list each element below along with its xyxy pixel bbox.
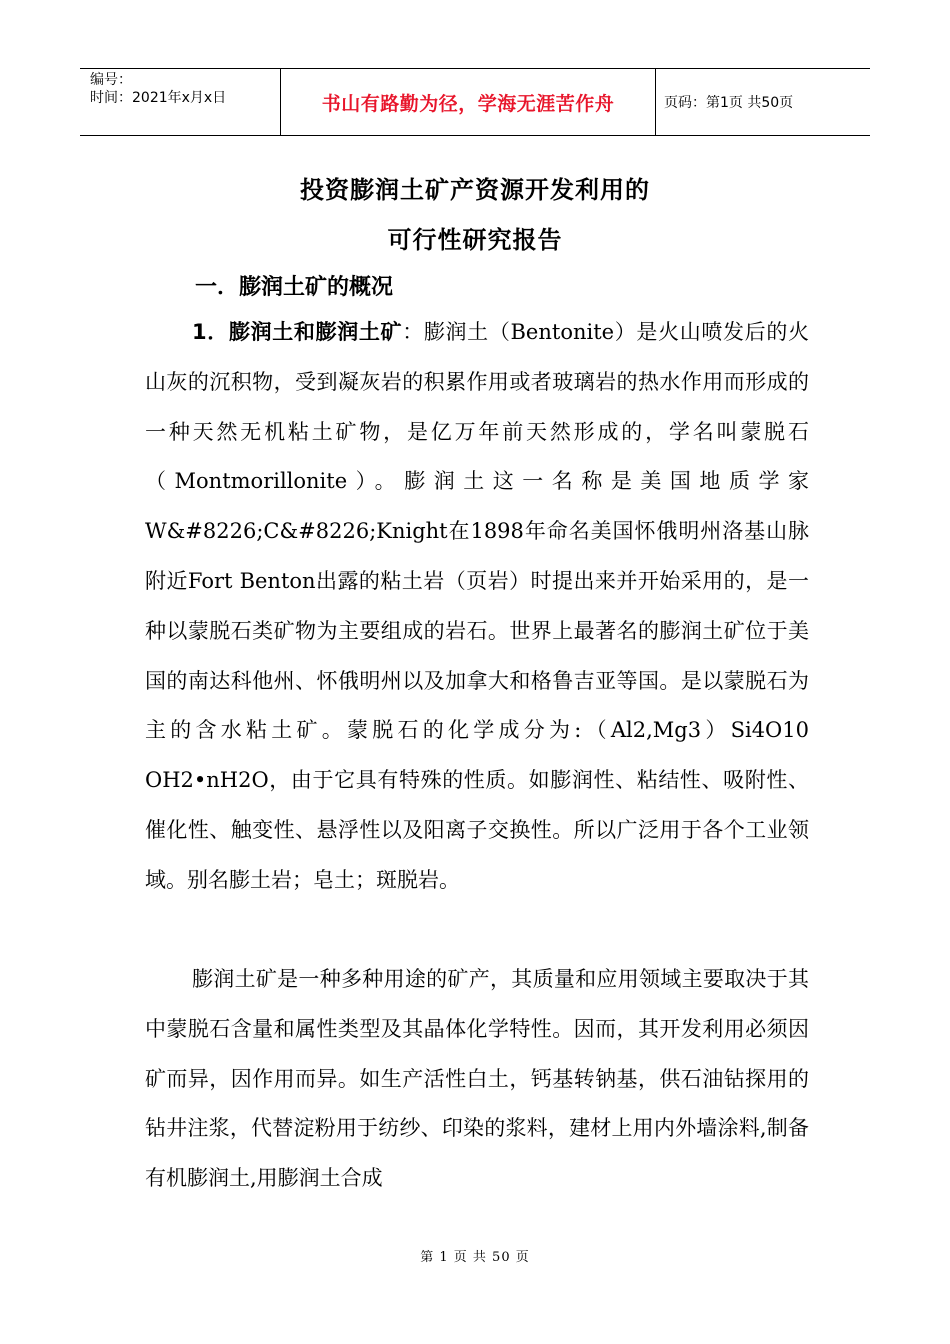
section-heading: 一．膨润土矿的概况	[195, 275, 394, 300]
document-header	[80, 68, 870, 136]
document-number-label: 编号：	[90, 72, 132, 88]
paragraph-1	[145, 308, 809, 906]
document-title-line1: 投资膨润土矿产资源开发利用的	[300, 176, 650, 204]
header-page-info: 页码：第1页 共50页	[664, 95, 794, 111]
document-time-label: 时间：2021年x月x日	[90, 90, 227, 106]
header-motto: 书山有路勤为径，学海无涯苦作舟	[281, 69, 656, 135]
page-footer: 第 1 页 共 50 页	[420, 1250, 530, 1265]
paragraph-1-text: ：膨润土（Bentonite）是火山喷发后的火山灰的沉积物，受到凝灰岩的积累作用或者玻璃岩的热水作用而形成的一种天然无机粘土矿物，是亿万年前天然形成的，学名叫蒙脱石（Montmorillonite）。膨润土这一名称是美国地质学家W&#8226;C&#8226;Knight在1898年命名美国怀俄明州洛基山脉附近Fort Benton出露的粘土岩（页岩）时提出来并开始采用的，是一种以蒙脱石类矿物为主要组成的岩石。世界上最著名的膨润土矿位于美国的南达科他州、怀俄明州以及加拿大和格鲁吉亚等国。是以蒙脱石为主的含水粘土矿。蒙脱石的化学成分为:（Al2,Mg3）Si4O10 OH2•nH2O，由于它具有特殊的性质。如膨润性、粘结性、吸附性、催化性、触变性、悬浮性以及阳离子交换性。所以广泛用于各个工业领域。别名膨土岩；皂土；斑脱岩。	[145, 320, 809, 892]
document-title-line2: 可行性研究报告	[387, 226, 563, 254]
paragraph-2: 膨润土矿是一种多种用途的矿产，其质量和应用领域主要取决于其中蒙脱石含量和属性类型及其晶体化学特性。因而，其开发利用必须因矿而异，因作用而异。如生产活性白土，钙基转钠基，供石油钻探用的钻井注浆，代替淀粉用于纺纱、印染的浆料，建材上用内外墙涂料,制备有机膨润土,用膨润土合成	[145, 967, 809, 1191]
paragraph-1-lead: 1．膨润土和膨润土矿	[192, 320, 403, 344]
header-meta-cell	[80, 69, 281, 135]
